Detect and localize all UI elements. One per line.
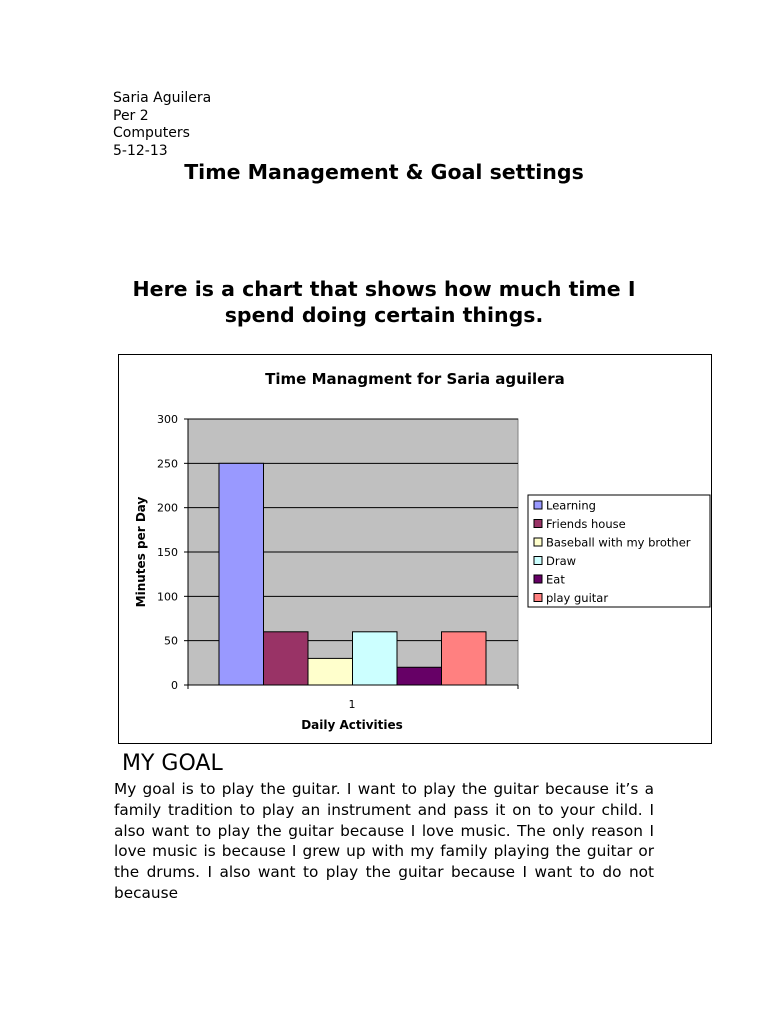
bar-draw [353,632,398,685]
student-name: Saria Aguilera [113,90,212,106]
bar-eat [397,667,442,685]
legend-entry: Eat [546,572,565,587]
class-name: Computers [113,125,190,141]
legend-swatch [534,594,542,602]
y-tick-label: 300 [157,413,178,426]
bar-learning [219,463,264,685]
bar-friends-house [264,632,309,685]
y-tick-label: 200 [157,501,178,515]
legend-entry: Draw [546,554,577,568]
legend-entry: play guitar [546,591,609,605]
class-period: Per 2 [113,107,149,124]
y-tick-label: 50 [164,634,178,648]
y-axis-label: Minutes per Day [134,496,148,608]
bar-baseball-with-my-brother [308,658,353,685]
bar-play-guitar [442,632,487,685]
legend-swatch [534,538,542,546]
x-tick-label: 1 [348,698,356,711]
page-title: Time Management & Goal settings [184,160,584,184]
document-date: 5-12-13 [113,142,168,159]
legend-swatch [534,575,542,583]
bar-chart [119,355,711,743]
chart-frame [118,354,712,744]
legend-swatch [534,557,542,565]
legend-swatch [534,520,542,528]
x-axis-label: Daily Activities [301,718,403,732]
legend-entry: Learning [546,498,596,513]
student-info [113,90,211,160]
legend-entry: Baseball with my brother [546,535,691,550]
y-tick-label: 0 [171,679,178,692]
y-tick-label: 100 [157,590,178,604]
y-tick-label: 150 [157,546,178,559]
legend-swatch [534,501,542,509]
goal-paragraph: My goal is to play the guitar. I want to play the guitar because it’s a family tradition to play an instrument and pass it on to your child. I also want to play the guitar because I love music. The only reason I love music is because I grew up with my family playing the guitar or the drums. I also want to play the guitar because I want to do not because [114,780,654,902]
legend-entry: Friends house [546,517,626,531]
intro-text: Here is a chart that shows how much time I spend doing certain things. [132,277,636,327]
y-tick-label: 250 [157,457,178,471]
chart-title: Time Managment for Saria aguilera [265,370,565,388]
goal-heading: MY GOAL [122,751,223,776]
